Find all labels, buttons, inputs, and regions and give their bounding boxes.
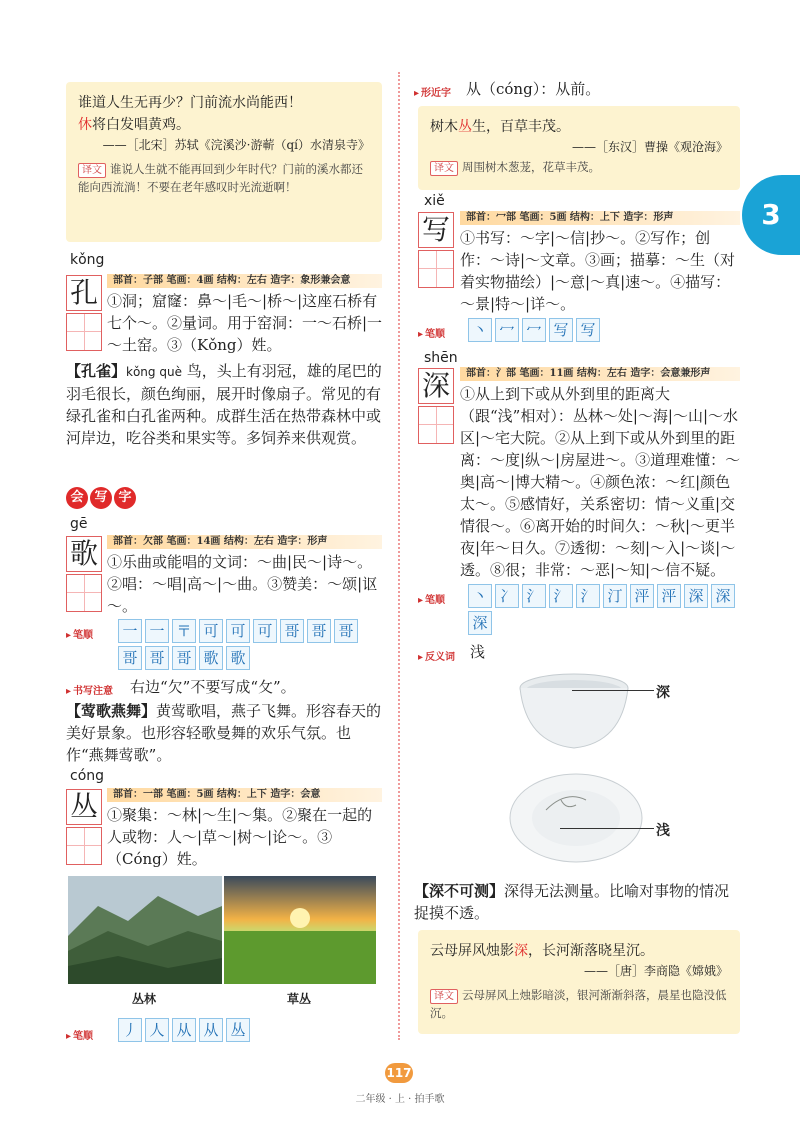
pinyin-kong: kǒng	[70, 252, 105, 268]
poem-translation	[430, 986, 728, 1022]
term: 【深不可测】	[414, 882, 505, 900]
char-meta-kong: 部首：子部 笔画：4画 结构：左右 造字：象形兼会意	[107, 274, 382, 288]
stroke-step: 可	[226, 619, 250, 643]
stroke-step: 丿	[118, 1018, 142, 1042]
stroke-step: 冖	[495, 318, 519, 342]
stroke-step: 歌	[226, 646, 250, 670]
bowl-image	[514, 668, 634, 758]
plate-image	[506, 770, 646, 866]
antonym-value: 浅	[470, 643, 486, 661]
stroke-label: ▸ 笔顺	[418, 591, 445, 606]
definition-shen: ①从上到下或从外到里的距离大（跟“浅”相对）：丛林～处|～海|～山|～水区|～宅大院。②从上到下或从外到里的距离：～度|纵～|房屋进～。③道理难懂：～奥|高～|博大精～。④颜色浓：～红|颜色太～。⑤感情好，关系密切：情～义重|交情很～。⑥离开始的时间久：～秋|～更半夜|年～日久。⑦透彻：～刻|～入|～谈|～透。⑧很；非常：～恶|～知|～信不疑。	[460, 385, 741, 579]
stroke-step: 一	[118, 619, 142, 643]
translation-text: 周围树木葱茏，花草丰茂。	[462, 160, 600, 174]
poem-source: ——［唐］李商隐《嫦娥》	[583, 964, 728, 978]
stroke-step: 歌	[199, 646, 223, 670]
poem-line: 谁道人生无再少？门前流水尚能西！	[78, 95, 302, 111]
stroke-step: 丛	[226, 1018, 250, 1042]
caption-jungle: 丛林	[132, 992, 157, 1006]
poem-line	[430, 940, 728, 962]
poem-text: 云母屏风烛影	[430, 943, 514, 959]
char-xie: 写	[418, 212, 454, 248]
stroke-order-ge	[118, 619, 384, 670]
stroke-step: 可	[253, 619, 277, 643]
stroke-step: 写	[549, 318, 573, 342]
page-footer: 二年级 · 上 · 拍手歌	[355, 1094, 445, 1105]
section-title	[66, 487, 136, 509]
stroke-step: 从	[199, 1018, 223, 1042]
poem-translation	[78, 160, 370, 196]
pinyin-ge: gē	[70, 516, 88, 532]
stroke-step: 冖	[522, 318, 546, 342]
entry-kongque	[66, 360, 386, 449]
stroke-step: 哥	[307, 619, 331, 643]
stroke-label: ▸ 笔顺	[66, 1027, 93, 1042]
bowl-pointer-line	[572, 690, 654, 691]
chapter-tab: 3	[742, 175, 800, 255]
photo-grass	[224, 876, 376, 984]
stroke-step: 泙	[657, 584, 681, 608]
char-cong: 丛	[66, 789, 102, 825]
poem-text: 生，百草丰茂。	[472, 119, 570, 135]
xingjin-text: 从（cóng）：从前。	[466, 80, 601, 98]
stroke-order-shen	[468, 584, 740, 635]
stroke-step: 氵	[522, 584, 546, 608]
stroke-step: 哥	[172, 646, 196, 670]
definition-ge: ①乐曲或能唱的文词：～曲|民～|诗～。②唱：～唱|高～|～曲。③赞美：～颂|讴～。	[107, 553, 378, 615]
poem-source: ——［北宋］苏轼《浣溪沙·游蕲（qí）水清泉寺》	[102, 138, 370, 152]
caption-grass: 草丛	[287, 992, 312, 1006]
stroke-step: 氵	[549, 584, 573, 608]
char-meta-shen: 部首：氵部 笔画：11画 结构：左右 造字：会意兼形声	[460, 367, 740, 381]
poem-li-shangyin	[418, 930, 740, 1034]
stroke-step: 丶	[468, 318, 492, 342]
poem-source: ——［东汉］曹操《观沧海》	[571, 140, 728, 154]
translation-tag: 译文	[430, 989, 458, 1004]
stroke-step: 可	[199, 619, 223, 643]
xingjin-label: ▸ 形近字	[414, 84, 451, 99]
translation-text: 云母屏风上烛影暗淡，银河渐渐斜落，晨星也隐没低沉。	[430, 988, 727, 1020]
char-ge: 歌	[66, 536, 102, 572]
writing-note: 右边“欠”不要写成“攵”。	[130, 678, 296, 696]
pinyin-cong: cóng	[70, 768, 105, 784]
poem-su-shi	[66, 82, 382, 242]
highlight-char: 深	[514, 943, 528, 959]
stroke-order-cong	[118, 1018, 384, 1042]
practice-grid	[66, 574, 102, 612]
highlight-char: 休	[78, 117, 92, 133]
section-title-char: 字	[114, 487, 136, 509]
translation-tag: 译文	[78, 163, 106, 178]
char-shen: 深	[418, 368, 454, 404]
term-text: 黄莺歌唱，燕子飞舞。形容春天的美好景象。也形容轻歌曼舞的欢乐气氛。也作“燕舞莺歌”。	[66, 702, 382, 764]
translation-tag: 译文	[430, 161, 458, 176]
stroke-step: 深	[711, 584, 735, 608]
antonym-label: ▸ 反义词	[418, 648, 455, 663]
stroke-step: 一	[145, 619, 169, 643]
section-title-char: 写	[90, 487, 112, 509]
section-title-char: 会	[66, 487, 88, 509]
poem-cao-cao	[418, 106, 740, 190]
poem-text: ，长河渐落晓星沉。	[528, 943, 654, 959]
poem-text: 树木	[430, 119, 458, 135]
plate-pointer-line	[560, 828, 654, 829]
stroke-label: ▸ 笔顺	[66, 626, 93, 641]
stroke-label: ▸ 笔顺	[418, 325, 445, 340]
page-number: 117	[385, 1063, 413, 1083]
column-divider	[398, 72, 400, 1040]
term: 【孔雀】	[66, 362, 127, 380]
pinyin-shen: shēn	[424, 350, 458, 366]
char-meta-ge: 部首：欠部 笔画：14画 结构：左右 造字：形声	[107, 535, 382, 549]
stroke-step: 写	[576, 318, 600, 342]
practice-grid	[418, 250, 454, 288]
plate-label: 浅	[656, 823, 670, 839]
stroke-step: 哥	[118, 646, 142, 670]
stroke-step: 氵	[576, 584, 600, 608]
photo-jungle	[68, 876, 222, 984]
stroke-step: 深	[468, 611, 492, 635]
translation-text: 谁说人生就不能再回到少年时代？门前的溪水都还能向西流淌！不要在老年感叹时光流逝啊！	[78, 162, 363, 194]
char-meta-cong: 部首：一部 笔画：5画 结构：上下 造字：会意	[107, 788, 382, 802]
highlight-char: 丛	[458, 119, 472, 135]
poem-translation	[430, 158, 728, 176]
term: 【莺歌燕舞】	[66, 702, 157, 720]
note-label: ▸ 书写注意	[66, 682, 113, 697]
stroke-step: 丶	[468, 584, 492, 608]
practice-grid	[66, 313, 102, 351]
stroke-step: 深	[684, 584, 708, 608]
poem-line	[430, 116, 728, 138]
term-text: 鸟，头上有羽冠，雄的尾巴的羽毛很长，颜色绚丽，展开时像扇子。常见的有绿孔雀和白孔雀两种。成群生活在热带森林中或河岸边，吃谷类和果实等。多饲养来供观赏。	[66, 362, 382, 447]
stroke-step: 哥	[145, 646, 169, 670]
stroke-step: 〒	[172, 619, 196, 643]
stroke-step: 冫	[495, 584, 519, 608]
practice-grid	[66, 827, 102, 865]
practice-grid	[418, 406, 454, 444]
entry-yinggeyanwu	[66, 700, 386, 766]
definition-kong: ①洞；窟窿：鼻～|毛～|桥～|这座石桥有七个～。②量词。用于窑洞：一～石桥|一～土窑。③（Kǒng）姓。	[107, 292, 383, 354]
poem-line-text: 将白发唱黄鸡。	[92, 117, 190, 133]
stroke-step: 哥	[280, 619, 304, 643]
definition-xie: ①书写：～字|～信|抄～。②写作；创作：～诗|～文章。③画；描摹：～生（对着实物描绘）|～意|～真|速～。④描写：～景|特～|详～。	[460, 229, 736, 313]
definition-cong: ①聚集：～林|～生|～集。②聚在一起的人或物：人～|草～|树～|论～。③（Cóng）姓。	[107, 806, 373, 868]
stroke-step: 汀	[603, 584, 627, 608]
stroke-step: 人	[145, 1018, 169, 1042]
char-kong: 孔	[66, 275, 102, 311]
poem-line	[78, 114, 370, 136]
pinyin-xie: xiě	[424, 193, 445, 209]
char-meta-xie: 部首：冖部 笔画：5画 结构：上下 造字：形声	[460, 211, 740, 225]
entry-shenbukece	[414, 880, 740, 924]
stroke-step: 泙	[630, 584, 654, 608]
term-text: 深得无法测量。比喻对事物的情况捉摸不透。	[414, 882, 730, 922]
stroke-step: 哥	[334, 619, 358, 643]
term-pinyin: kǒng què	[126, 365, 182, 379]
stroke-order-xie	[468, 318, 738, 342]
stroke-step: 从	[172, 1018, 196, 1042]
bowl-label: 深	[656, 685, 670, 701]
